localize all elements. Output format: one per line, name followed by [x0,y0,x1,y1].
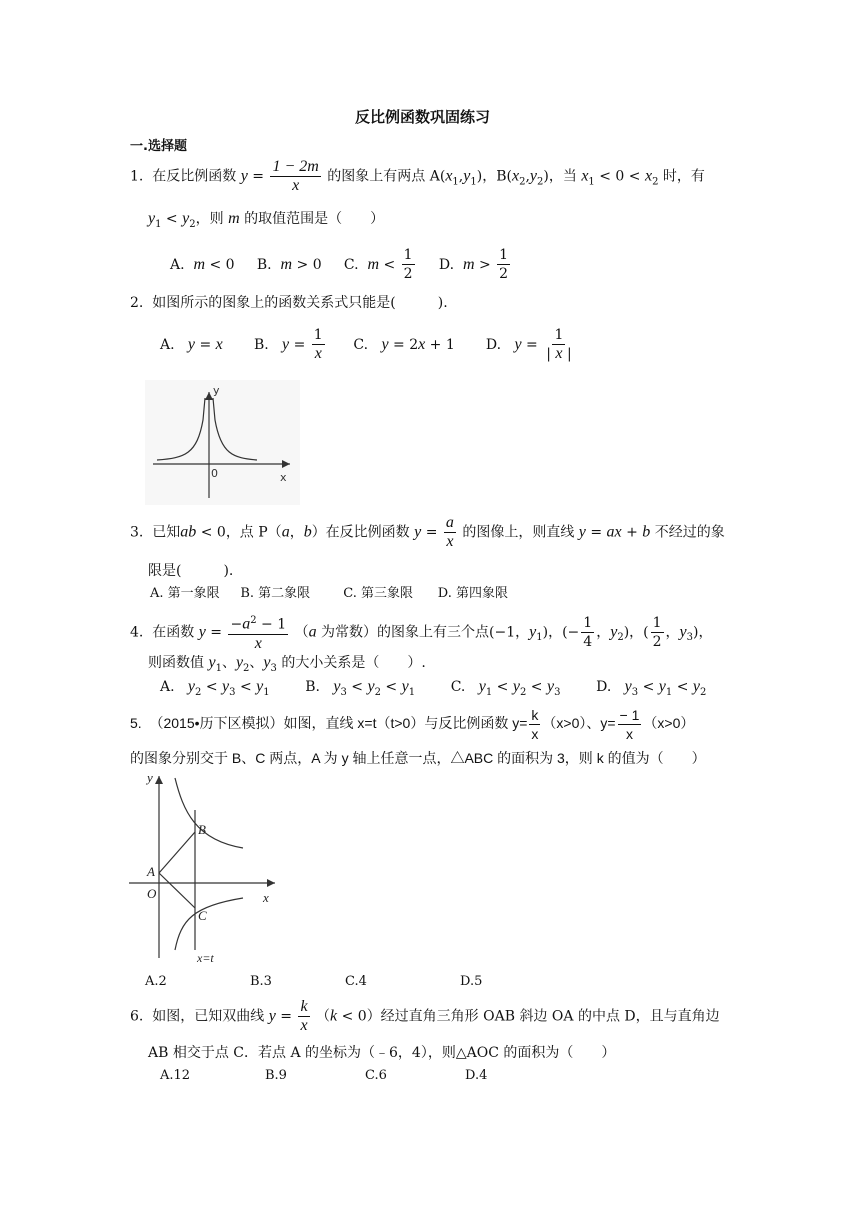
graph-x-label: x [280,471,287,484]
option-a[interactable]: A. m < 0 [170,255,235,273]
svg-text:B: B [198,822,206,837]
question-4-options [160,678,706,698]
fraction: $\frac{1 - 2m}{x}$ [272,158,319,194]
question-2-options [160,326,576,363]
option-d[interactable]: D. $y_3 < y_1 < y_2$ [596,678,707,698]
option-a[interactable]: A. 第一象限 [150,586,220,601]
question-number: 1. [130,168,144,185]
question-3-options [150,582,508,601]
question-5-line-2: 的图象分别交于 B、C 两点，A 为 y 轴上任意一点，△ABC 的面积为 3，则 k 的值为（ ） [130,750,706,766]
option-c[interactable]: C. m < $\frac{1}{2}$ [343,247,413,282]
question-5-line-1: 5. （2015•历下区模拟）如图，直线 x=t（t>0）与反比例函数 y= $\frac{k}{x}$ （x>0）、y= $\frac{- 1}{x}$ （x>0） [130,707,695,742]
question-2-stem: 2. 如图所示的图象上的函数关系式只能是( ). [130,295,448,311]
option-b[interactable]: B. $y_3 < y_2 < y_1$ [305,678,416,698]
question-4-line-1: 4. 在函数 y = $\frac{-a^2 - 1}{x}$ （a 为常数）的图象上有三个点(−1，$y_1$)，(− $\frac{1}{4}$ ，$y_2$)，( $\frac{1}{2}$ ，$y_3$)， [130,612,713,653]
page-title: 反比例函数巩固练习 [355,108,491,126]
svg-text:C: C [198,908,207,923]
question-1-line-2: $y_1 < y_2$，则 m 的取值范围是（ ） [148,210,385,230]
svg-text:O: O [147,886,157,901]
question-5-options [145,974,482,989]
svg-text:x: x [263,890,269,905]
option-b[interactable]: B. y = $\frac{1}{x}$ [253,327,323,362]
question-3-line-1: 3. 已知ab < 0，点 P（a，b）在反比例函数 y = $\frac{a}{x}$ 的图像上，则直线 y = ax + b 不经过的象 [130,514,725,550]
option-c[interactable]: C. y = 2x + 1 [353,335,455,353]
question-6-line-1: 6. 如图，已知双曲线 y = $\frac{k}{x}$ （k < 0）经过直角三角形 OAB 斜边 OA 的中点 D，且与直角边 [130,998,720,1034]
question-1-options [170,246,512,283]
option-d[interactable]: D.5 [460,974,483,989]
question-6-line-2: AB 相交于点 C．若点 A 的坐标为（﹣6，4），则△AOC 的面积为（ ） [148,1045,616,1061]
question-2-graph [145,380,300,505]
svg-text:A: A [147,864,155,879]
section-heading: 一.选择题 [130,139,187,154]
option-c[interactable]: C. $y_1 < y_2 < y_3$ [450,678,561,698]
option-a[interactable]: A.12 [160,1068,191,1083]
question-3-line-2: 限是( ). [148,563,234,579]
option-d[interactable]: D. 第四象限 [437,586,508,601]
svg-text:x=t: x=t [197,951,214,965]
graph-y-label: y [213,384,220,397]
option-b[interactable]: B. 第二象限 [240,586,311,601]
option-d[interactable]: D. m > $\frac{1}{2}$ [438,247,509,282]
option-c[interactable]: C.4 [345,974,367,989]
option-c[interactable]: C.6 [365,1068,387,1083]
question-1-line-1: 1. 在反比例函数 y = $\frac{1 - 2m}{x}$ 的图象上有两点 $A(x_1,y_1)$，$B(x_2,y_2)$，当 $x_1 < 0 < x_2$ 时，有 [130,158,705,194]
option-d[interactable]: D. y = $\frac{1}{| x |}$ [485,327,572,362]
question-4-line-2: 则函数值 $y_1$、$y_2$、$y_3$ 的大小关系是（ ）. [148,654,426,674]
option-a[interactable]: A.2 [145,974,167,989]
graph-origin-label: 0 [211,467,218,480]
option-a[interactable]: A. y = x [160,335,223,353]
option-c[interactable]: C. 第三象限 [343,586,413,601]
question-6-options [160,1068,487,1083]
option-a[interactable]: A. $y_2 < y_3 < y_1$ [160,678,270,698]
option-b[interactable]: B.9 [265,1068,287,1083]
option-b[interactable]: B. m > 0 [256,255,322,273]
svg-text:y: y [147,770,153,785]
question-5-graph [125,770,285,968]
option-b[interactable]: B.3 [250,974,272,989]
option-d[interactable]: D.4 [465,1068,488,1083]
